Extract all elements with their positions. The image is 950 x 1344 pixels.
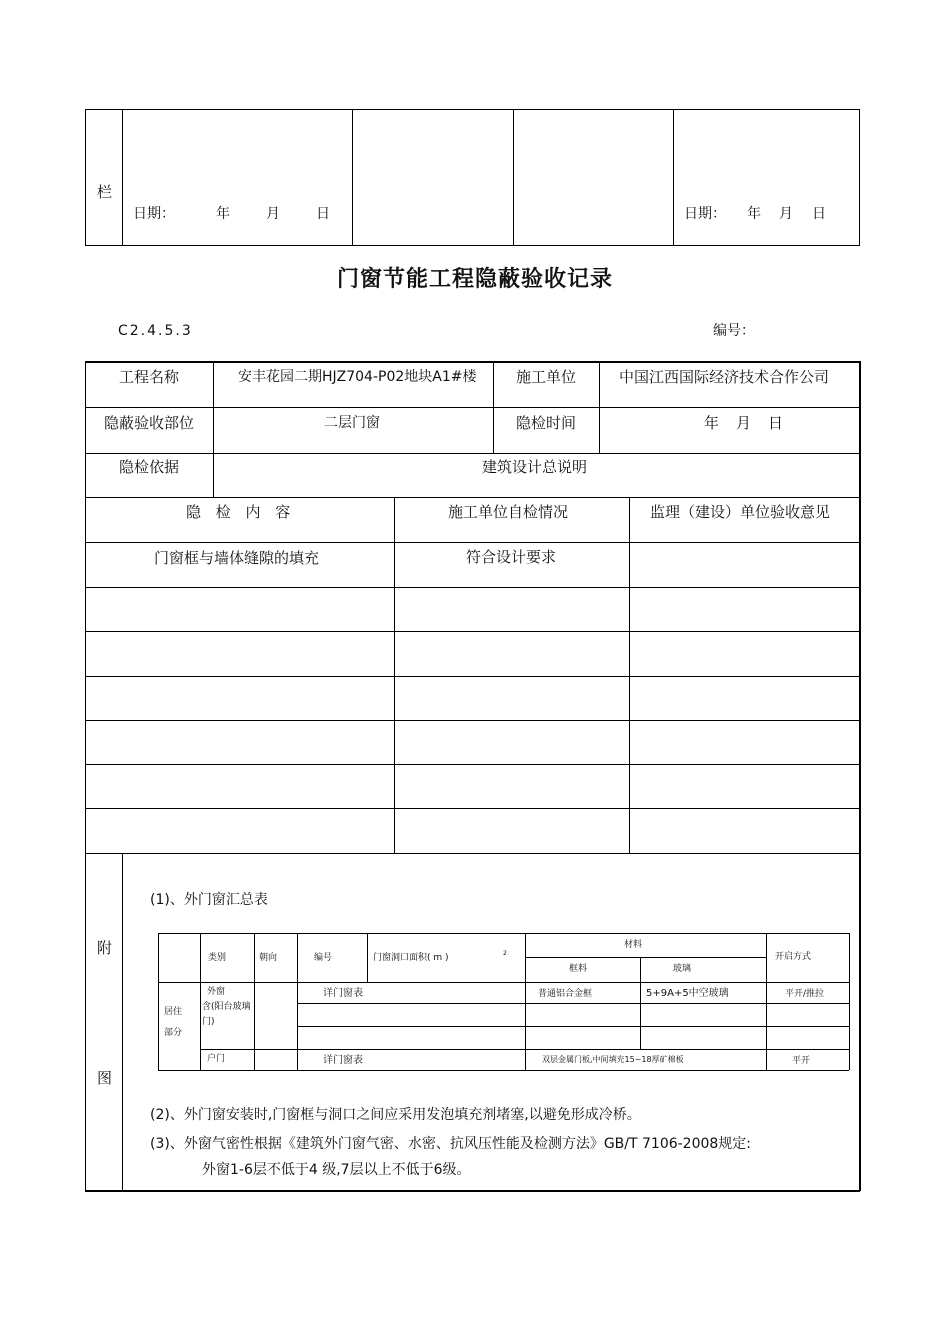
month-label-right: 月 [779, 206, 793, 222]
number-label: 编号： [713, 323, 755, 339]
project-name-label: 工程名称 [119, 368, 180, 386]
row1-glass: 5+9A+5中空玻璃 [646, 988, 729, 999]
day-label-left: 日 [316, 206, 330, 222]
form-code: C2.4.5.3 [118, 323, 193, 339]
year-label-right: 年 [747, 206, 761, 222]
group-label-line2: 部分 [164, 1028, 183, 1038]
row1-type-line1: 外窗 [207, 987, 226, 997]
header-self-check: 施工单位自检情况 [448, 503, 569, 521]
inspection-day: 日 [768, 414, 784, 432]
col-material: 材料 [624, 940, 643, 950]
contractor-label: 施工单位 [516, 368, 577, 386]
inspection-month: 月 [736, 414, 752, 432]
row1-frame: 普通铝合金框 [538, 989, 593, 999]
month-label-left: 月 [266, 206, 280, 222]
date-label-left: 日期： [133, 206, 175, 222]
top-section-label: 栏 [97, 183, 113, 201]
col-type: 类别 [208, 953, 227, 963]
row2-type: 户门 [207, 1054, 226, 1064]
row-1-content: 门窗框与墙体缝隙的填充 [154, 549, 320, 567]
row2-opening: 平开 [792, 1056, 811, 1066]
header-supervisor-opinion: 监理（建设）单位验收意见 [650, 503, 831, 521]
appendix-note-3: (3)、外窗气密性根据《建筑外门窗气密、水密、抗风压性能及检测方法》GB/T 7106-2008规定: [150, 1136, 752, 1152]
col-area: 门窗洞口面积( m ) [373, 953, 449, 963]
header-content: 隐 检 内 容 [186, 503, 291, 521]
hidden-part: 二层门窗 [324, 415, 380, 431]
row-1-self-check: 符合设计要求 [466, 548, 557, 566]
hidden-part-label: 隐蔽验收部位 [104, 414, 195, 432]
appendix-note-1: (1)、外门窗汇总表 [150, 892, 268, 908]
document-title: 门窗节能工程隐蔽验收记录 [336, 267, 613, 292]
date-label-right: 日期： [684, 206, 726, 222]
col-area-superscript: 2 [503, 950, 507, 957]
appendix-note-2: (2)、外门窗安装时,门窗框与洞口之间应采用发泡填充剂堵塞,以避免形成冷桥。 [150, 1107, 641, 1123]
col-code: 编号 [314, 953, 333, 963]
inspection-time-label: 隐检时间 [516, 414, 577, 432]
contractor-name: 中国江西国际经济技术合作公司 [619, 368, 830, 386]
row1-type-line3: 门) [202, 1017, 215, 1027]
inspection-year: 年 [704, 414, 720, 432]
basis-value: 建筑设计总说明 [482, 458, 588, 476]
col-opening: 开启方式 [775, 952, 812, 962]
appendix-label-2: 图 [97, 1069, 113, 1087]
col-orientation: 朝向 [259, 953, 278, 963]
group-label-line1: 居住 [164, 1007, 183, 1017]
row1-type-line2: 含(阳台玻璃 [202, 1002, 251, 1012]
basis-label: 隐检依据 [119, 458, 180, 476]
col-frame: 框料 [569, 964, 588, 974]
row1-opening: 平开/推拉 [785, 989, 825, 999]
year-label-left: 年 [216, 206, 230, 222]
row2-material: 双层金属门板,中间填充15~18厚矿棉板 [542, 1055, 684, 1064]
appendix-note-3b: 外窗1-6层不低于4 级,7层以上不低于6级。 [202, 1162, 471, 1178]
appendix-label-1: 附 [97, 939, 113, 957]
row1-area: 详门窗表 [323, 988, 363, 999]
col-glass: 玻璃 [673, 964, 692, 974]
row2-area: 详门窗表 [323, 1055, 363, 1066]
project-name: 安丰花园二期HJZ704-P02地块A1#楼 [238, 369, 477, 385]
day-label-right: 日 [812, 206, 826, 222]
